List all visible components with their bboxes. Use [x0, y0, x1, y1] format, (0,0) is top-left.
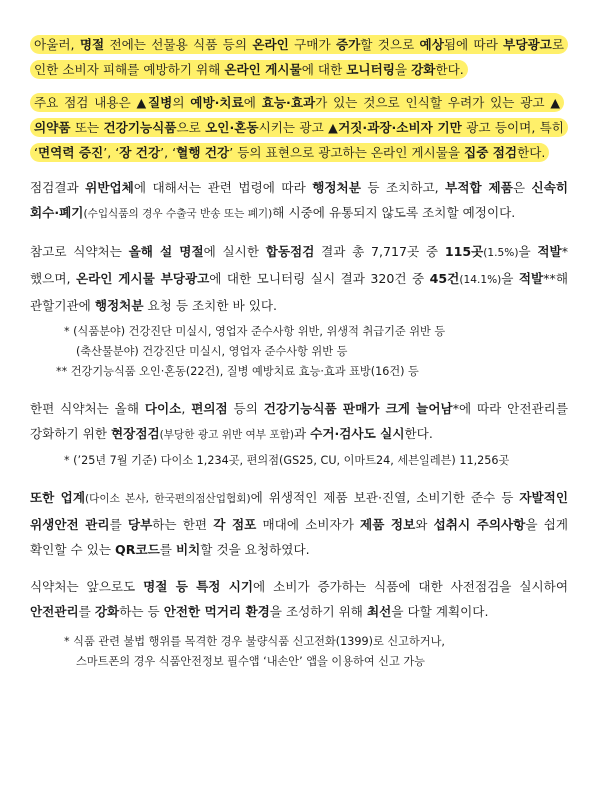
text: 을 — [394, 62, 412, 77]
paragraph-onsite-inspection — [30, 396, 568, 448]
bold-text: 증가 — [335, 37, 361, 52]
text: 해 시중에 유통되지 않도록 조치할 예정이다. — [272, 205, 516, 220]
text: 할 것으로 — [360, 37, 420, 52]
text: 을 다할 계획이다. — [391, 604, 489, 619]
text: 매대에 소비자가 — [256, 517, 361, 532]
bold-text: 자발적인 위생안전 관리 — [30, 490, 568, 532]
text: 과 — [293, 426, 311, 441]
bold-text: 부적합 제품 — [445, 180, 513, 195]
bold-text: 거짓·과장·소비자 기만 — [338, 120, 462, 135]
bold-text: 당부 — [127, 517, 153, 532]
bold-text: 적발 — [518, 271, 544, 286]
bold-text: 행정처분 — [312, 180, 361, 195]
text: 됨에 따라 — [443, 37, 504, 52]
small-text: (다이소 본사, 한국편의점산업협회) — [85, 493, 251, 505]
text: 에 소비가 증가하는 식품에 대한 사전점검을 실시하여 — [253, 579, 568, 594]
text: 요청 등 조치한 바 있다. — [143, 298, 278, 313]
paragraph-online-monitoring — [30, 32, 568, 82]
text: 등의 — [227, 401, 264, 416]
bold-text: 오인·혼동 — [205, 120, 259, 135]
bold-text: 또한 업계 — [30, 490, 86, 505]
text: 한다. — [404, 426, 433, 441]
bold-text: 면역력 증진 — [38, 145, 104, 160]
text: 은 — [512, 180, 532, 195]
text: 참고로 식약처는 — [30, 244, 129, 259]
bold-text: 적발 — [537, 244, 562, 259]
text: *에 따라 안전관리를 강화하기 위한 — [30, 401, 568, 441]
text: 을 — [518, 244, 538, 259]
bold-text: 편의점 — [191, 401, 228, 416]
bold-text: 강화 — [94, 604, 120, 619]
small-text: (1.5%) — [483, 247, 519, 259]
small-text: (수입식품의 경우 수출국 반송 또는 폐기) — [83, 208, 273, 220]
text: 한다. — [435, 62, 464, 77]
text: 시키는 광고 ▲ — [258, 120, 339, 135]
text: 에 대해서는 관련 법령에 따라 — [133, 180, 313, 195]
bold-text: 명절 등 특정 시기 — [143, 579, 254, 594]
bold-text: QR코드 — [115, 542, 160, 557]
small-text: (14.1%) — [459, 274, 502, 286]
bold-text: 건강기능식품 — [103, 120, 177, 135]
bold-text: 수거·검사도 실시 — [310, 426, 405, 441]
footnote-report-app: 스마트폰의 경우 식품안전정보 필수앱 ‘내손안’ 앱을 이용하여 신고 가능 — [76, 655, 425, 668]
footnote-store-counts: * (’25년 7월 기준) 다이소 1,234곳, 편의점(GS25, CU, 이마트24, 세븐일레븐) 11,256곳 — [64, 454, 510, 467]
text: 에 — [243, 95, 262, 110]
bold-text: 45건 — [429, 271, 460, 286]
bold-text: 현장점검 — [111, 426, 160, 441]
paragraph-inspection-content — [30, 90, 568, 165]
bold-text: 각 점포 — [213, 517, 257, 532]
bold-text: 강화 — [411, 62, 436, 77]
bold-text: 위반업체 — [85, 180, 134, 195]
bold-text: 행정처분 — [94, 298, 144, 313]
paragraph-industry-request — [30, 485, 568, 562]
text: 의 — [172, 95, 191, 110]
text: 을 조성하기 위해 — [269, 604, 367, 619]
paragraph-previous-results — [30, 239, 568, 318]
text: 광고 등이며, 특히 ‘ — [34, 120, 564, 160]
text: 하는 등 — [119, 604, 164, 619]
highlight — [30, 93, 568, 162]
text: 결과 총 7,717곳 중 — [314, 244, 445, 259]
footnote-online-violations: ** 건강기능식품 오인·혼동(22건), 질병 예방치료 효능·효과 표방(16건) 등 — [56, 365, 419, 378]
bold-text: 모니터링 — [346, 62, 395, 77]
text: 를 — [159, 542, 176, 557]
text: 에 대한 모니터링 실시 결과 320건 중 — [209, 271, 430, 286]
text: 가 있는 것으로 인식할 우려가 있는 광고 ▲ — [315, 95, 560, 110]
bold-text: 의약품 — [34, 120, 71, 135]
small-text: (부당한 광고 위반 여부 포함) — [159, 429, 294, 441]
text: 또는 — [70, 120, 104, 135]
highlight — [30, 35, 568, 79]
text: 하는 한편 — [152, 517, 214, 532]
text: 식약처는 앞으로도 — [30, 579, 144, 594]
text: ’ 등의 표현으로 광고하는 온라인 게시물을 — [229, 145, 465, 160]
text: **해 관할기관에 — [30, 271, 568, 313]
bold-text: 온라인 게시물 — [224, 62, 302, 77]
text: *했으며, — [30, 244, 569, 286]
text: 등 조치하고, — [360, 180, 446, 195]
paragraph-closing-plan — [30, 574, 568, 624]
bold-text: 예상 — [419, 37, 444, 52]
text: 으로 — [176, 120, 206, 135]
bold-text: 온라인 — [252, 37, 289, 52]
bold-text: 115곳 — [444, 244, 484, 259]
bold-text: 질병 — [148, 95, 173, 110]
text: 에 대한 — [301, 62, 347, 77]
footnote-report-hotline: * 식품 관련 불법 행위를 목격한 경우 불량식품 신고전화(1399)로 신고하거나, — [64, 635, 445, 648]
text: 아울러, — [34, 37, 80, 52]
paragraph-enforcement — [30, 175, 568, 227]
text: 주요 점검 내용은 ▲ — [34, 95, 148, 110]
press-release-body — [30, 32, 568, 672]
footnote-livestock-sector: (축산물분야) 건강진단 미실시, 영업자 준수사항 위반 등 — [76, 345, 348, 358]
bold-text: 건강기능식품 판매가 크게 늘어남 — [263, 401, 453, 416]
bold-text: 안전관리 — [30, 604, 79, 619]
bold-text: 명절 — [79, 37, 105, 52]
text: 전에는 선물용 식품 등의 — [104, 37, 253, 52]
text: 점검결과 — [30, 180, 86, 195]
bold-text: 집중 점검 — [464, 145, 518, 160]
bold-text: 안전한 먹거리 환경 — [163, 604, 270, 619]
text: 에 실시한 — [203, 244, 266, 259]
text: 을 쉽게 확인할 수 있는 — [30, 517, 569, 557]
bold-text: 다이소 — [144, 401, 182, 416]
bold-text: 효능·효과 — [261, 95, 316, 110]
bold-text: 신속히 회수·폐기 — [30, 180, 569, 220]
text: , — [181, 401, 192, 416]
text: 할 것을 요청하였다. — [200, 542, 310, 557]
bold-text: 비치 — [175, 542, 201, 557]
text: 구매가 — [288, 37, 336, 52]
footnote-food-sector: * (식품분야) 건강진단 미실시, 영업자 준수사항 위반, 위생적 취급기준 위반 등 — [64, 325, 446, 338]
bold-text: 온라인 게시물 부당광고 — [75, 271, 210, 286]
bold-text: 섭취시 주의사항 — [433, 517, 526, 532]
text: 한편 식약처는 올해 — [30, 401, 145, 416]
bold-text: 합동점검 — [265, 244, 315, 259]
bold-text: 제품 정보 — [360, 517, 416, 532]
text: ’, ‘ — [160, 145, 177, 160]
text: 에 위생적인 제품 보관·진열, 소비기한 준수 등 — [250, 490, 520, 505]
text: 한다. — [517, 145, 546, 160]
text: 로 인한 소비자 피해를 예방하기 위해 — [34, 37, 564, 77]
text: ’, ‘ — [103, 145, 120, 160]
text: 를 — [109, 517, 128, 532]
text: 와 — [415, 517, 434, 532]
text: 을 — [501, 271, 519, 286]
text: 를 — [78, 604, 95, 619]
bold-text: 장 건강 — [119, 145, 161, 160]
bold-text: 최선 — [366, 604, 392, 619]
bold-text: 올해 설 명절 — [128, 244, 204, 259]
bold-text: 부당광고 — [503, 37, 552, 52]
bold-text: 예방·치료 — [190, 95, 244, 110]
bold-text: 혈행 건강 — [176, 145, 230, 160]
